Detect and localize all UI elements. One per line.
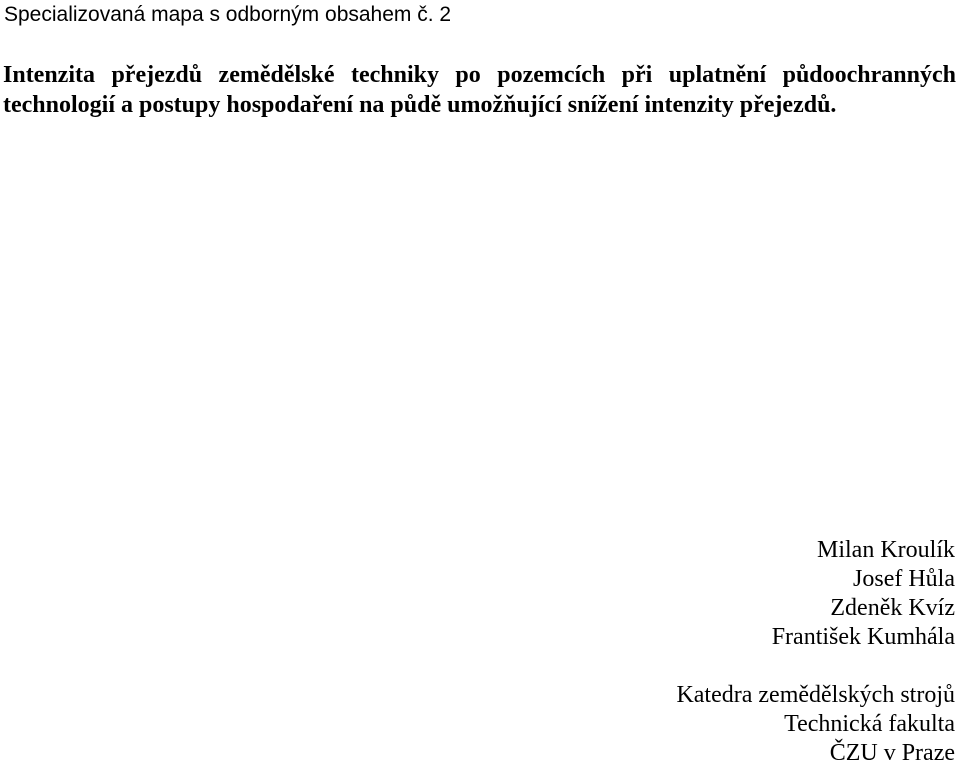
- university-name: ČZU v Praze: [829, 740, 955, 766]
- author-name: František Kumhála: [771, 624, 955, 650]
- affiliation-block: [676, 681, 955, 768]
- author-name: Zdeněk Kvíz: [830, 595, 955, 621]
- document-header: Specializovaná mapa s odborným obsahem č. 2: [4, 3, 452, 26]
- department-name: Katedra zemědělských strojů: [676, 682, 955, 708]
- author-list: [772, 536, 955, 652]
- author-name: Josef Hůla: [853, 566, 955, 592]
- document-title: Intenzita přejezdů zemědělské techniky po pozemcích při uplatnění půdoochranných technologií a postupy hospodaření na půdě umožňující snížení intenzity přejezdů.: [3, 62, 956, 118]
- author-name: Milan Kroulík: [817, 537, 955, 563]
- faculty-name: Technická fakulta: [784, 711, 955, 737]
